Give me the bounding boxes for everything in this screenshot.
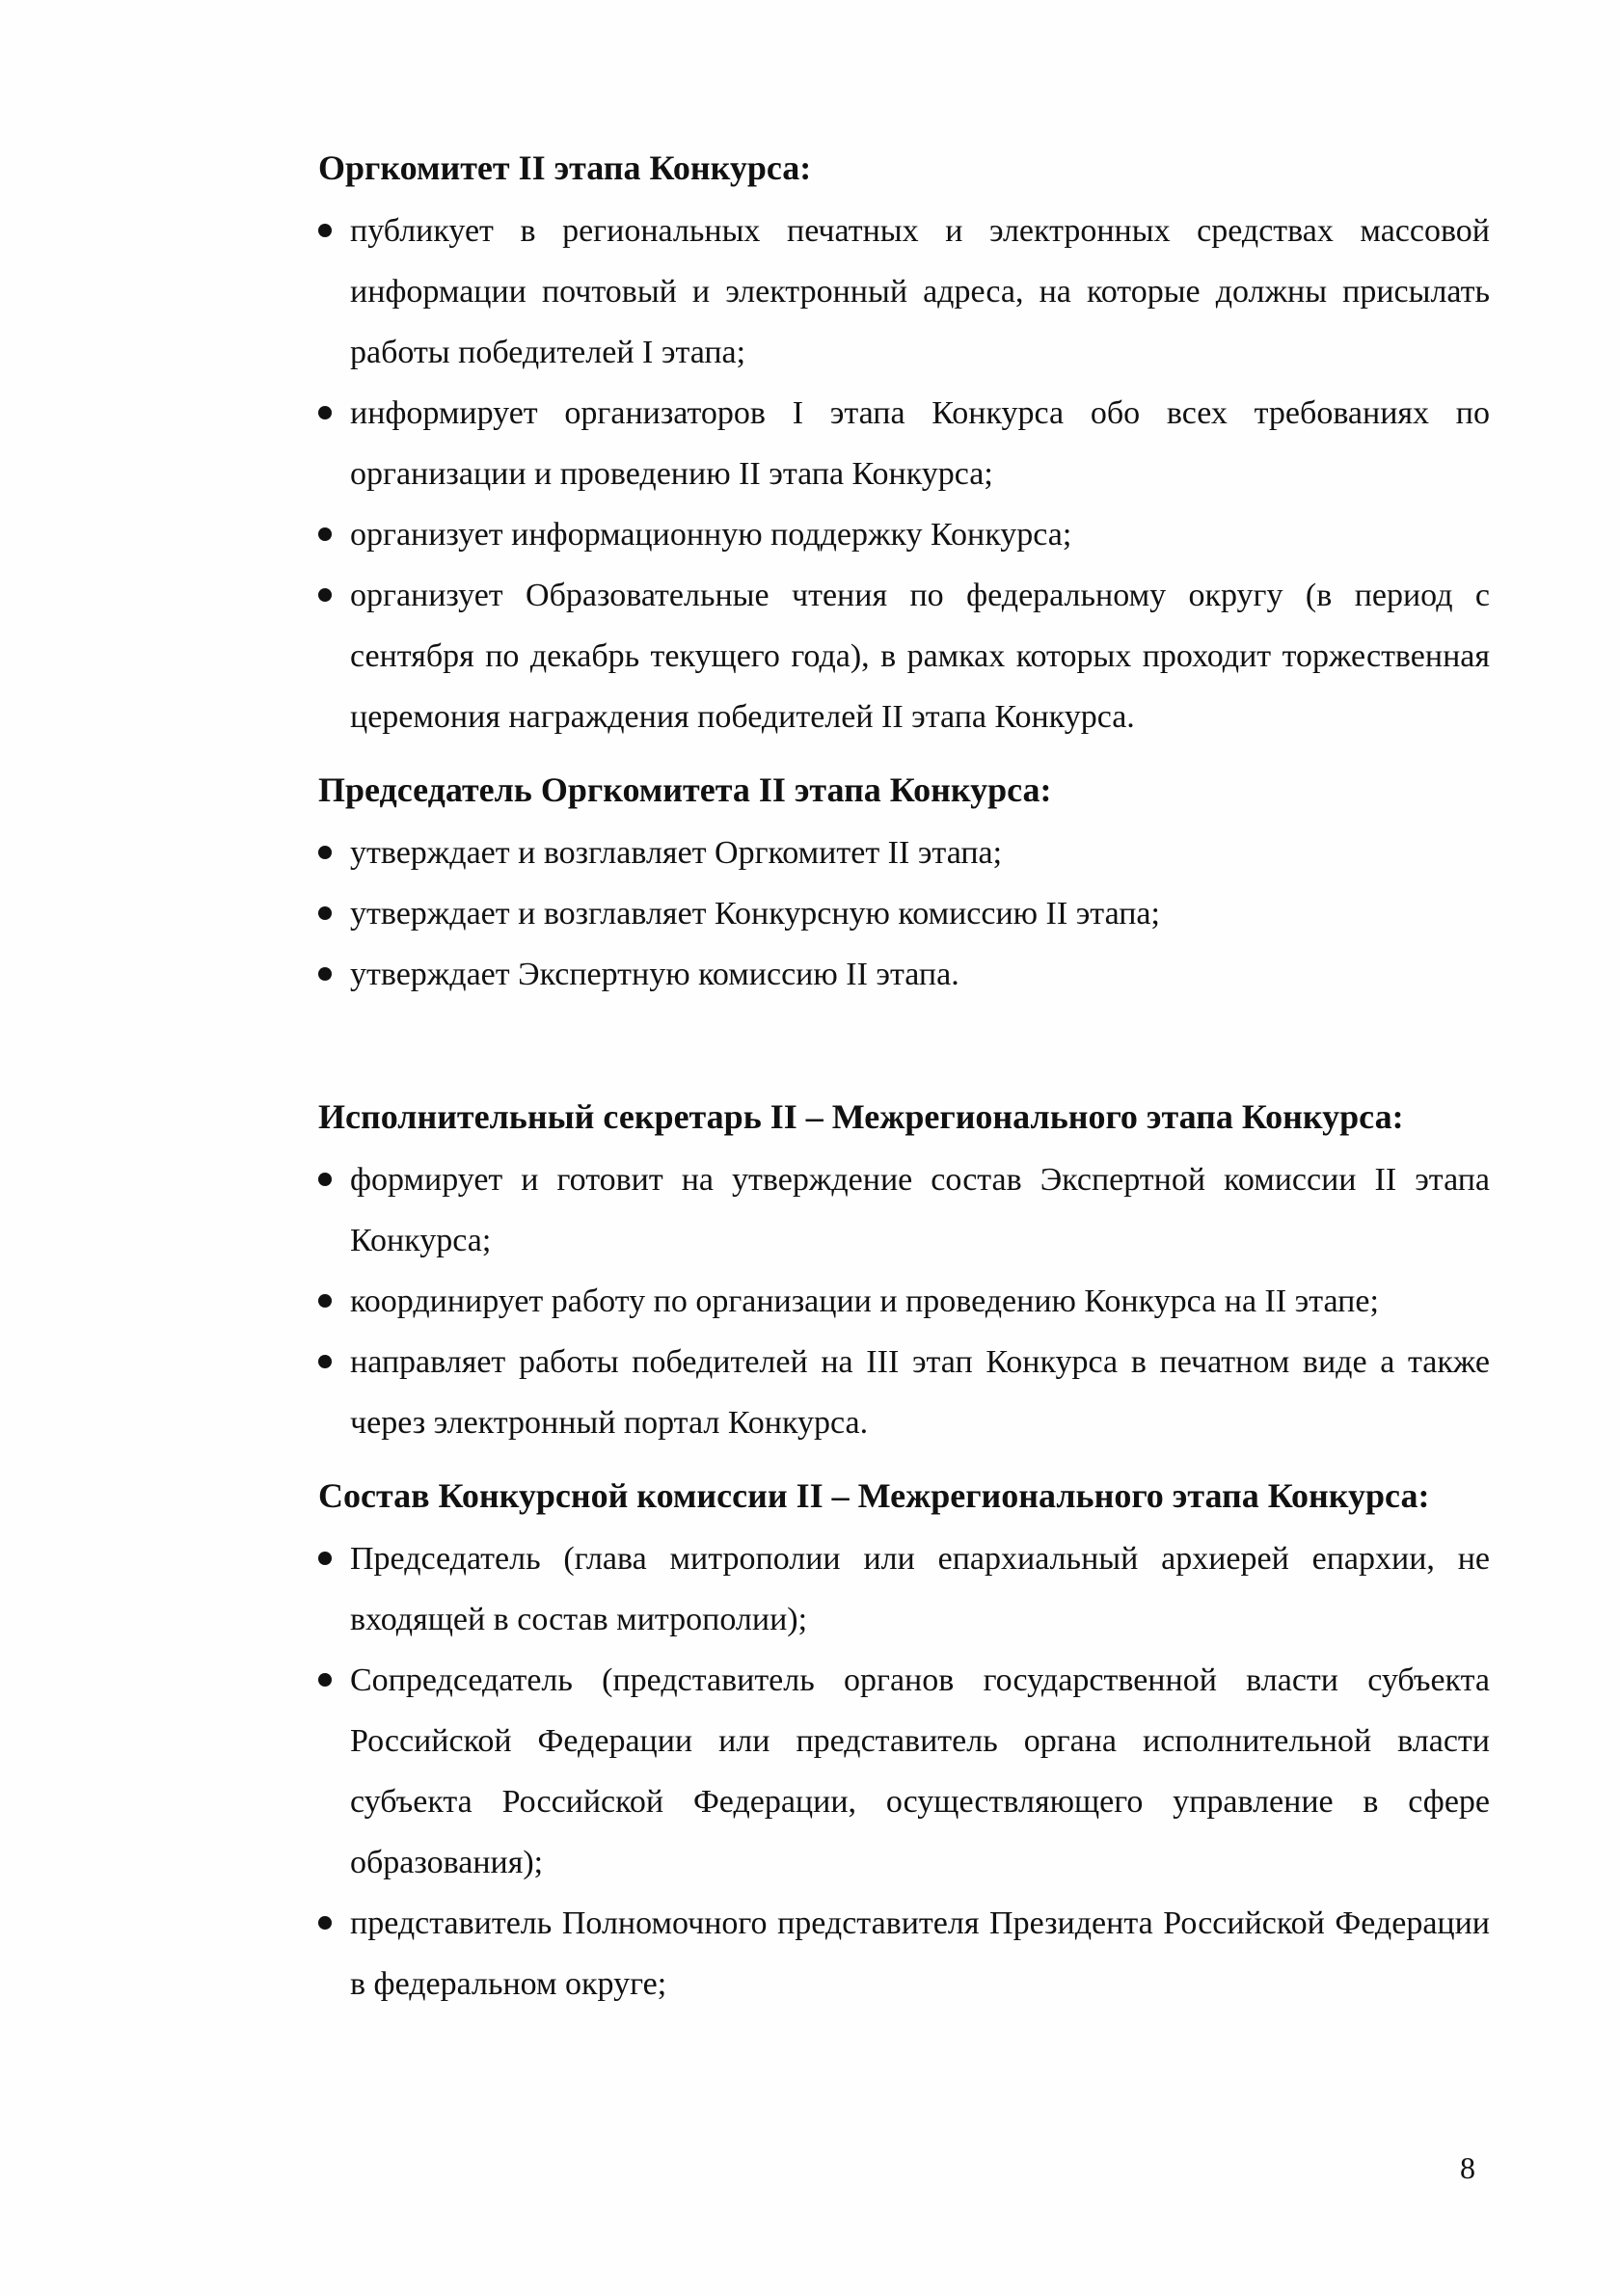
list-item: представитель Полномочного представителя Президента Российской Федерации в федеральном округе; xyxy=(309,1893,1490,2014)
list-item: организует Образовательные чтения по федеральному округу (в период с сентября по декабрь текущего года), в рамках которых проходит торжественная церемония награждения победителей II этапа Конкурса. xyxy=(309,565,1490,747)
section-chairman xyxy=(309,767,1490,1005)
list-item: Сопредседатель (представитель органов государственной власти субъекта Российской Федерации или представитель органа исполнительной власти субъекта Российской Федерации, осуществляющего управление в сфере образования); xyxy=(309,1650,1490,1893)
section-title: Председатель Оргкомитета II этапа Конкурса: xyxy=(318,770,1052,809)
bullet-icon xyxy=(318,1355,332,1368)
list-item: формирует и готовит на утверждение состав Экспертной комиссии II этапа Конкурса; xyxy=(309,1149,1490,1271)
section-title: Оргкомитет II этапа Конкурса: xyxy=(318,149,812,187)
section-title: Исполнительный секретарь II – Межрегионального этапа Конкурса: xyxy=(318,1097,1404,1136)
section-orgcommittee xyxy=(309,145,1490,747)
bullet-list xyxy=(309,1528,1490,2014)
list-item: Председатель (глава митрополии или епархиальный архиерей епархии, не входящей в состав митрополии); xyxy=(309,1528,1490,1650)
bullet-icon xyxy=(318,1294,332,1308)
bullet-icon xyxy=(318,1916,332,1930)
bullet-icon xyxy=(318,224,332,237)
list-item: утверждает и возглавляет Конкурсную комиссию II этапа; xyxy=(309,883,1490,944)
bullet-icon xyxy=(318,527,332,541)
bullet-icon xyxy=(318,967,332,981)
section-executive-secretary xyxy=(309,1094,1490,1453)
section-competition-commission xyxy=(309,1472,1490,2014)
page-number: 8 xyxy=(1460,2150,1475,2185)
document-body xyxy=(309,145,1490,2014)
list-item: публикует в региональных печатных и электронных средствах массовой информации почтовый и электронный адреса, на которые должны присылать работы победителей I этапа; xyxy=(309,201,1490,383)
bullet-icon xyxy=(318,406,332,419)
bullet-icon xyxy=(318,1552,332,1565)
bullet-icon xyxy=(318,588,332,602)
bullet-icon xyxy=(318,906,332,920)
list-item: координирует работу по организации и проведению Конкурса на II этапе; xyxy=(309,1271,1490,1332)
bullet-icon xyxy=(318,846,332,859)
list-item: направляет работы победителей на III этап Конкурса в печатном виде а также через электронный портал Конкурса. xyxy=(309,1332,1490,1453)
bullet-icon xyxy=(318,1673,332,1687)
list-item: утверждает и возглавляет Оргкомитет II этапа; xyxy=(309,823,1490,883)
section-title: Состав Конкурсной комиссии II – Межрегионального этапа Конкурса: xyxy=(318,1476,1430,1515)
list-item: утверждает Экспертную комиссию II этапа. xyxy=(309,944,1490,1005)
bullet-list xyxy=(309,201,1490,747)
bullet-list xyxy=(309,823,1490,1005)
bullet-list xyxy=(309,1149,1490,1453)
bullet-icon xyxy=(318,1173,332,1186)
list-item: организует информационную поддержку Конкурса; xyxy=(309,504,1490,565)
list-item: информирует организаторов I этапа Конкурса обо всех требованиях по организации и проведению II этапа Конкурса; xyxy=(309,383,1490,504)
